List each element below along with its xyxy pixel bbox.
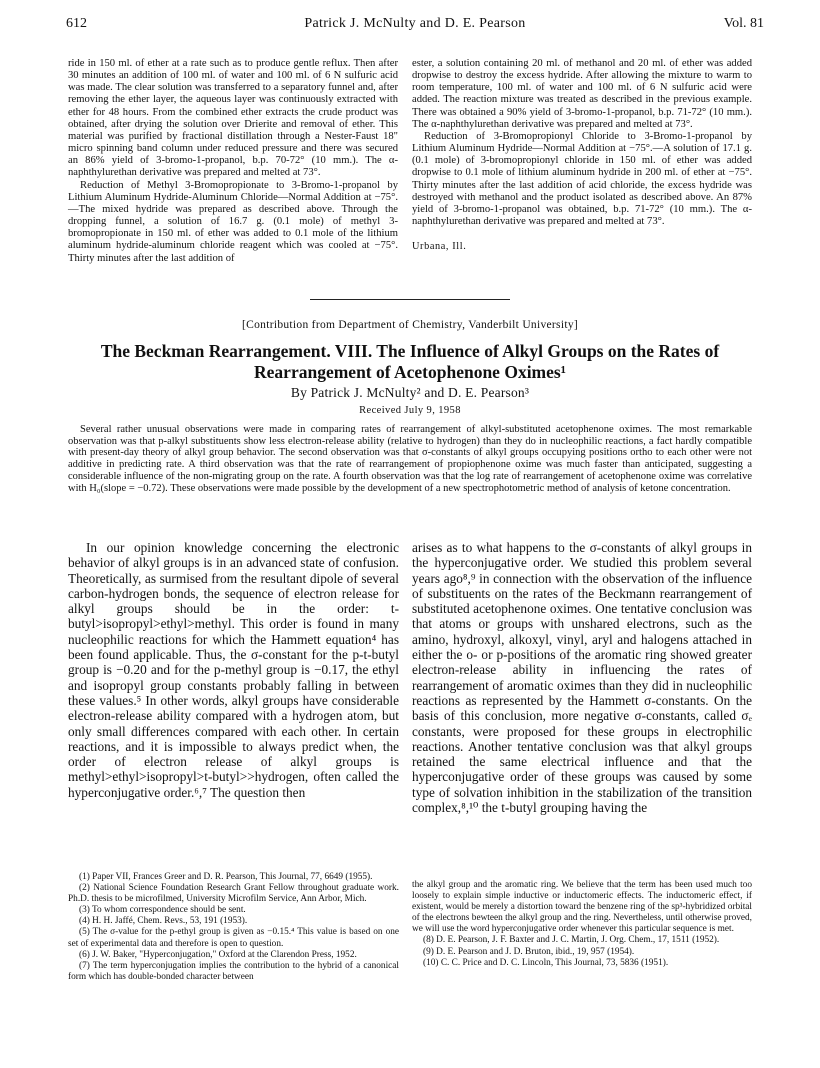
footnote: (1) Paper VII, Frances Greer and D. R. Pearson, This Journal, 77, 6649 (1955). <box>79 872 373 882</box>
footnote: (9) D. E. Pearson and J. D. Bruton, ibid., 19, 957 (1954). <box>423 946 635 957</box>
footnote: (6) J. W. Baker, "Hyperconjugation," Oxford at the Clarendon Press, 1952. <box>79 949 357 960</box>
footnote: (10) C. C. Price and D. C. Lincoln, This Journal, 73, 5836 (1951). <box>423 957 669 968</box>
prev-paragraph: Reduction of 3-Bromopropionyl Chloride to 3-Bromo-1-propanol by Lithium Aluminum Hydride—Normal Addition at −75°.—A solution of 17.1 g. (0.1 mole) of 3-bromopropionyl chloride in 150 ml. of ether was added dropwise to 0.1 mole of lithium aluminum hydride in 200 ml. of ether at −75°. Thirty minutes after the last addition of acid chloride, the excess hydride was destroyed with methanol and the product isolated as described above. An 87% yield of 3-bromo-1-propanol was obtained, b.p. 71-72° (10 mm.). The α-naphthylurethan derivative was prepared and melted at 73°. <box>412 130 752 228</box>
page-header <box>66 16 764 38</box>
body-paragraph: In our opinion knowledge concerning the electronic behavior of alkyl groups is in an advanced state of confusion. Theoretically, as surmised from the resultant dipole of several carbon-hydrogen bonds, the sequence of electron release for alkyl groups should be in the order: t-butyl>isopropyl>ethyl>methyl. This order is found in many nucleophilic reactions for which the Hammett equation⁴ has been found applicable. Thus, the σ-constant for the p-t-butyl group is −0.20 and for the p-methyl group is −0.17, the ethyl and isopropyl group constants probably falling in between these values.⁵ In other words, alkyl groups have considerable electron-release ability compared with a hydrogen atom, but only small differences compared with each other. In certain reactions, and it is impossible to always predict when, the order of electron release of alkyl groups is methyl>ethyl>isopropyl>t-butyl>>hydrogen, often called the hyperconjugative order.⁶,⁷ The question then <box>68 540 399 800</box>
abstract: Several rather unusual observations were made in comparing rates of rearrangement of alkyl-substituted acetophenone oximes. The most remarkable observation was that p-alkyl substituents show less electron-release ability (relative to hydrogen) than they do in nucleophilic reactions, a fact hardly compatible with present-day theory of alkyl group behavior. The second observation was that σ-constants of alkyl groups occupying positions ortho to each other were not additive in predicting rate. A third observation was that the rate of rearrangement of propiophenone oxime was much faster than anticipated, suggesting a considerable influence of the non-migrating group on the rate. A fourth observation was that the log rate of rearrangement of acetophenone oxime was correlative with H₀(slope = −0.72). These observations were made possible by the development of a new spectrophotometric method of analysis of ketone concentration. <box>68 424 752 494</box>
volume-label: Vol. 81 <box>723 16 764 31</box>
place-line: Urbana, Ill. <box>412 241 467 253</box>
footnote: (8) D. E. Pearson, J. F. Baxter and J. C. Martin, J. Org. Chem., 17, 1511 (1952). <box>423 935 720 946</box>
contribution-line: [Contribution from Department of Chemistry, Vanderbilt University] <box>242 319 578 331</box>
footnote: (3) To whom correspondence should be sent. <box>79 905 246 916</box>
prev-paragraph: Reduction of Methyl 3-Bromopropionate to 3-Bromo-1-propanol by Lithium Aluminum Hydride-Aluminum Chloride—Normal Addition at −75°.—The mixed hydride was prepared as described above. Through the dropping funnel, a solution of 16.7 g. (0.1 mole) of methyl 3-bromopropionate in 150 ml. of ether was added to 0.1 mole of the lithium aluminum hydride-aluminum chloride reagent which was cooled at −75°. Thirty minutes after the last addition of <box>68 179 398 264</box>
received-date: Received July 9, 1958 <box>359 405 461 416</box>
prev-article-right-column <box>412 58 752 253</box>
footnote: (2) National Science Foundation Research Grant Fellow throughout graduate work. Ph.D. thesis to be microfilmed, University Microfilm Service, Ann Arbor, Mich. <box>68 883 399 905</box>
footnote: (7) The term hyperconjugation implies the contribution to the hybrid of a canonical form which has double-bonded character between <box>68 960 399 982</box>
section-divider <box>310 299 510 300</box>
footnote: the alkyl group and the aromatic ring. We believe that the term has been used much too loosely to explain simple inductive or inductomeric effects. The inductomeric effect, if existent, would be merely a distortion toward the benzene ring of the sp³-hybridized orbital of the electrons bewteen the alkyl group and the ring. Nevertheless, until otherwise proved, we will use the word hyperconjugative order whenever this particular sequence is met. <box>412 880 752 935</box>
body-left-column <box>68 540 399 800</box>
article-title: The Beckman Rearrangement. VIII. The Influence of Alkyl Groups on the Rates of Rearrangement of Acetophenone Oximes¹ <box>100 341 720 382</box>
prev-paragraph: ester, a solution containing 20 ml. of methanol and 20 ml. of ether was added dropwise to destroy the excess hydride. After allowing the mixture to warm to room temperature, 100 ml. of water and 100 ml. of 6 N sulfuric acid were added. The reaction mixture was treated as described in the previous example. There was obtained a 90% yield of 3-bromo-1-propanol, b.p. 71-72° (10 mm.). The α-naphthylurethan derivative was prepared and melted at 73°. <box>412 58 752 130</box>
footnotes-right <box>412 880 752 969</box>
footnotes-left <box>68 872 399 983</box>
running-title: Patrick J. McNulty and D. E. Pearson <box>304 16 526 31</box>
footnote: (5) The σ-value for the p-ethyl group is given as −0.15.⁴ This value is based on one set of experimental data and therefore is open to question. <box>68 927 399 949</box>
prev-article-left-column <box>68 58 398 265</box>
prev-paragraph: ride in 150 ml. of ether at a rate such as to produce gentle reflux. Then after 30 minutes an addition of 100 ml. of water and 100 ml. of 6 N sulfuric acid was made. The clear solution was transferred to a separatory funnel and, after removing the ether layer, the aqueous layer was continuously extracted with ether for 48 hours. From the combined ether extracts the crude product was obtained, after drying the solution over Drierite and removal of ether. This material was purified by fractional distillation through a Nester-Faust 18" micro spinning band column under reduced pressure and there was secured an 86% yield of 3-bromo-1-propanol, b.p. 70-72° (10 mm.). The α-naphthylurethan derivative was prepared and melted at 73°. <box>68 58 398 179</box>
page-number: 612 <box>66 16 87 31</box>
footnote: (4) H. H. Jaffé, Chem. Revs., 53, 191 (1953). <box>79 916 248 927</box>
body-paragraph: arises as to what happens to the σ-constants of alkyl groups in the hyperconjugative order. We studied this problem several years ago⁸,⁹ in connection with the observation of the influence of substituents on the rates of the Beckmann rearrangement of substituted acetophenone oximes. One tentative conclusion was that atoms or groups with unshared electrons, such as the amino, hydroxyl, alkoxyl, vinyl, aryl and halogens attached in either the o- or p-positions of the aromatic ring showed greater electron-release ability in influencing the rates of rearrangement of aromatic oximes than they did in nucleophilic reactions as represented by the Hammett σ-constants. On the basis of this conclusion, more negative σ-constants, called σₑ constants, were proposed for these groups in electrophilic reactions. Another tentative conclusion was that alkyl groups retained the same electrical influence and that the hyperconjugative order of these groups was caused by some type of solvation inhibition in the stabilization of the transition complex,⁸,¹⁰ the t-butyl grouping having the <box>412 540 752 816</box>
body-right-column <box>412 540 752 815</box>
author-line: By Patrick J. McNulty² and D. E. Pearson³ <box>290 385 530 400</box>
